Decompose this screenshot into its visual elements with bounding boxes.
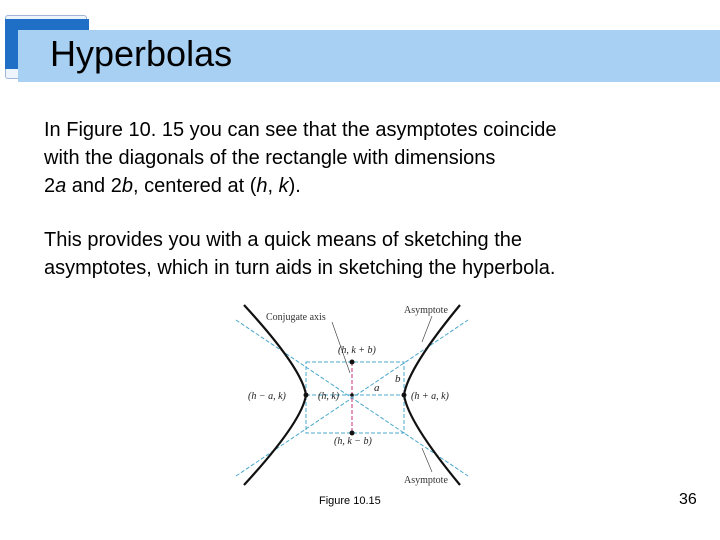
top-point-label: (h, k + b): [338, 345, 376, 356]
bottom-point: [350, 431, 355, 436]
asymptote-bottom-pointer: [422, 448, 432, 472]
paragraph-line: with the diagonals of the rectangle with dimensions: [44, 147, 496, 169]
left-vertex-point: [304, 393, 309, 398]
bottom-point-label: (h, k − b): [334, 436, 372, 447]
b-label: b: [395, 373, 401, 385]
slide-title: Hyperbolas: [50, 33, 233, 74]
figure-caption: Figure 10.15: [319, 495, 381, 507]
top-point: [350, 360, 355, 365]
paragraph-line: 2a and 2b, centered at (h, k).: [44, 175, 301, 197]
asymptote-top-pointer: [422, 316, 432, 342]
conjugate-axis-label: Conjugate axis: [266, 312, 326, 323]
hyperbola-diagram: [232, 300, 470, 490]
right-vertex-point: [402, 393, 407, 398]
a-label: a: [374, 382, 380, 394]
left-vertex-label: (h − a, k): [248, 391, 286, 402]
center-point: [350, 393, 354, 397]
paragraph-asymptotes: [44, 116, 704, 200]
paragraph-line: asymptotes, which in turn aids in sketching the hyperbola.: [44, 257, 556, 279]
hyperbola-figure: [232, 300, 470, 490]
asymptote-bottom-label: Asymptote: [404, 475, 448, 486]
page-number: 36: [679, 491, 697, 508]
center-label: (h, k): [318, 391, 340, 402]
paragraph-sketching: [44, 226, 704, 282]
paragraph-line: This provides you with a quick means of sketching the: [44, 229, 523, 251]
asymptote-top-label: Asymptote: [404, 305, 448, 316]
paragraph-line: In Figure 10. 15 you can see that the asymptotes coincide: [44, 119, 557, 141]
right-vertex-label: (h + a, k): [411, 391, 449, 402]
